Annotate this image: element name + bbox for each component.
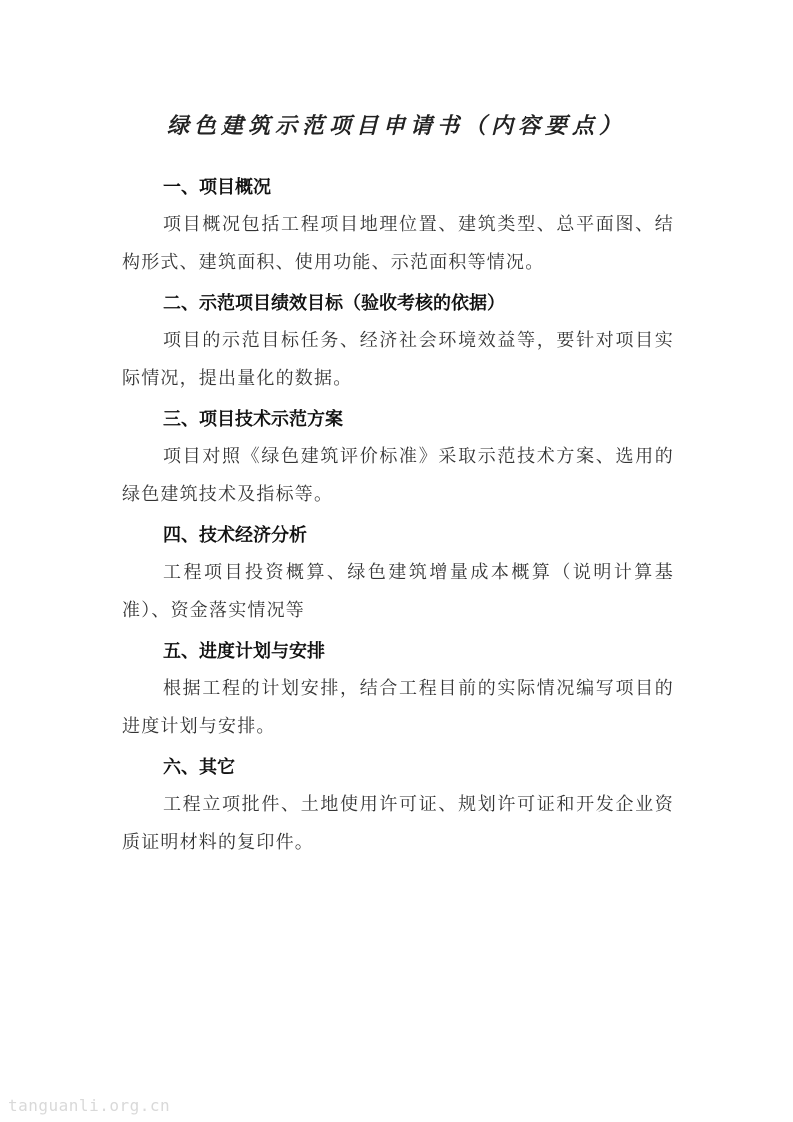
section-body: 工程立项批件、土地使用许可证、规划许可证和开发企业资质证明材料的复印件。: [122, 794, 674, 853]
section-heading: 一、项目概况: [163, 177, 271, 198]
document-title: 绿色建筑示范项目申请书（内容要点）: [166, 113, 626, 139]
section-body: 项目的示范目标任务、经济社会环境效益等，要针对项目实际情况，提出量化的数据。: [122, 330, 674, 389]
section-project-overview: [122, 170, 674, 282]
section-heading: 五、进度计划与安排: [163, 641, 325, 662]
section-heading: 四、技术经济分析: [163, 525, 307, 546]
section-body: 项目概况包括工程项目地理位置、建筑类型、总平面图、结构形式、建筑面积、使用功能、示范面积等情况。: [122, 214, 674, 273]
section-schedule: [122, 634, 674, 746]
section-economic-analysis: [122, 518, 674, 630]
section-technical-plan: [122, 402, 674, 514]
section-body: 工程项目投资概算、绿色建筑增量成本概算（说明计算基准）、资金落实情况等: [122, 562, 674, 621]
section-body: 根据工程的计划安排，结合工程目前的实际情况编写项目的进度计划与安排。: [122, 678, 674, 737]
document-content: [122, 170, 674, 866]
section-body: 项目对照《绿色建筑评价标准》采取示范技术方案、选用的绿色建筑技术及指标等。: [122, 446, 674, 505]
section-performance-goals: [122, 286, 674, 398]
section-other: [122, 750, 674, 862]
section-heading: 三、项目技术示范方案: [163, 409, 343, 430]
section-heading: 六、其它: [163, 757, 235, 778]
section-heading: 二、示范项目绩效目标（验收考核的依据）: [163, 293, 505, 314]
watermark: tanguanli.org.cn: [8, 1096, 171, 1115]
